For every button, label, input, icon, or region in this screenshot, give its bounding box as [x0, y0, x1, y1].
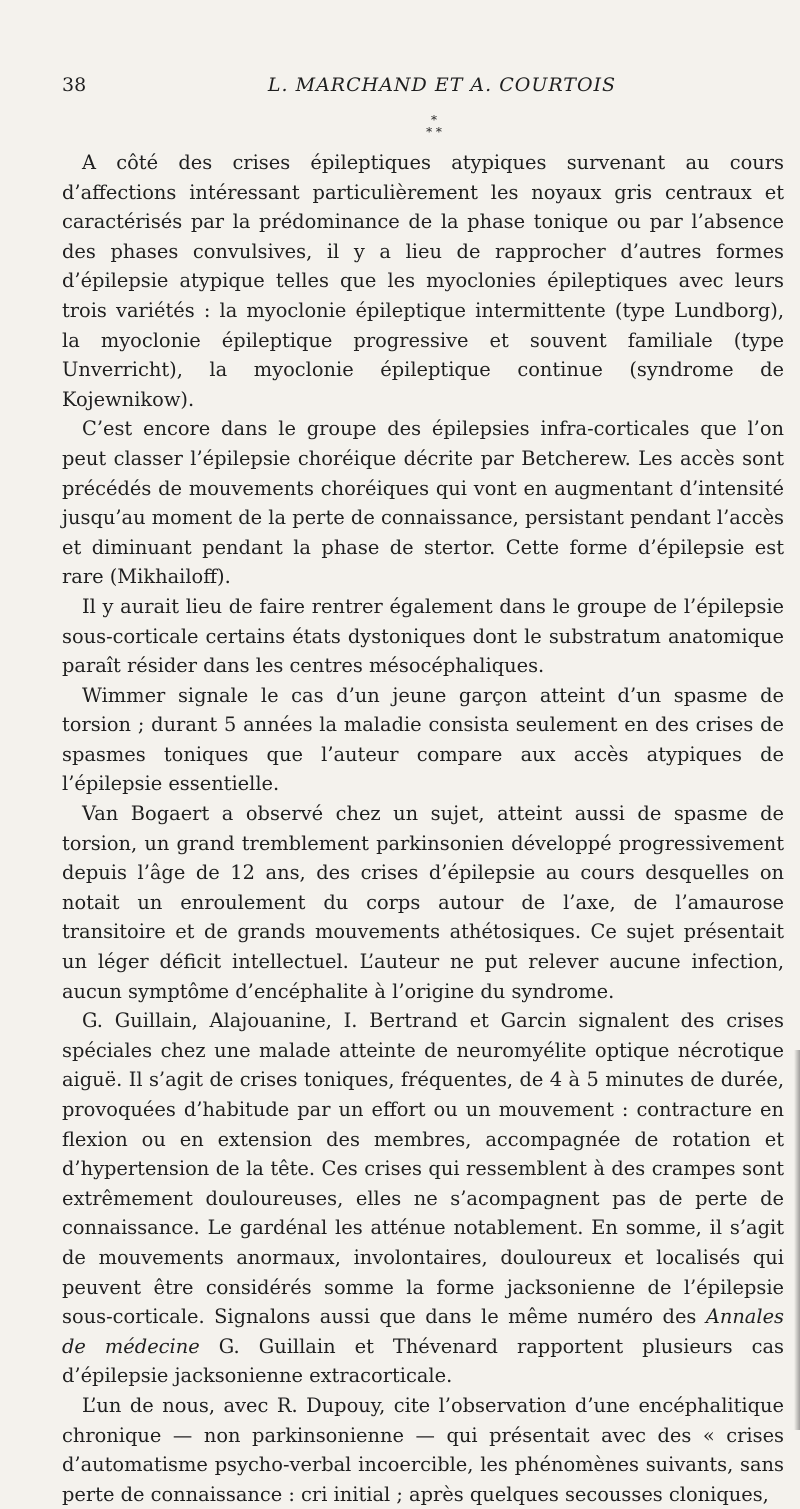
paragraph-betcherew: C’est encore dans le groupe des épilepsies infra-corticales que l’on peut classer l’épilepsie choréique décrite par Betcherew. Les accès sont précédés de mouvements choréiques qui vont en augmentant d’intensité jusqu’au moment de la perte de connaissance, persistant pendant l’accès et diminuant pendant la phase de stertor. Cette forme d’épilepsie est rare (Mikhailoff). — [62, 417, 784, 589]
page-number: 38 — [62, 74, 87, 96]
asterism-top: * — [431, 113, 437, 127]
journal-title: Annales de médecine — [62, 1305, 784, 1358]
asterism-bottom: * * — [426, 125, 442, 139]
paragraph-dystonic-states: Il y aurait lieu de faire rentrer également dans le groupe de l’épilepsie sous-corticale certains états dystoniques dont le substratum anatomique paraît résider dans les centres mésocéphaliques. — [62, 594, 784, 678]
paragraph-myoclonies: A côté des crises épileptiques atypiques survenant au cours d’affections intéressant particulièrement les noyaux gris centraux et caractérisés par la prédominance de la phase tonique ou par l’absence des phases convulsives, il y a lieu de rapprocher d’autres formes d’épilepsie atypique telles que les myoclonies épileptiques avec leurs trois variétés : la myoclonie épileptique intermittente (type Lundborg), la myoclonie épileptique progressive et souvent familiale (type Unverricht), la myoclonie épileptique continue (syndrome de Kojewnikow). — [62, 151, 784, 411]
paragraph-wimmer: Wimmer signale le cas d’un jeune garçon atteint d’un spasme de torsion ; durant 5 années la maladie consista seulement en des crises de spasmes toniques que l’auteur compare aux accès atypiques de l’épilepsie essentielle. — [62, 683, 784, 796]
paragraph-dupouy: L’un de nous, avec R. Dupouy, cite l’observation d’une encéphalitique chronique — non parkinsonienne — qui présentait avec des « crises d’automatisme psycho-verbal incoercible, les phénomènes suivants, sans perte de connaissance : cri initial ; après quelques secousses cloniques, — [62, 1393, 784, 1506]
paragraph-guillain-body: G. Guillain, Alajouanine, I. Bertrand et Garcin signalent des crises spéciales chez une malade atteinte de neuromyélite optique nécrotique aiguë. Il s’agit de crises toniques, fréquentes, de 4 à 5 minutes de durée, provoquées d’habitude par un effort ou un mouvement : contracture en flexion ou en extension des membres, accompagnée de rotation et d’hypertension de la tête. Ces crises qui ressemblent à des crampes sont extrêmement douloureuses, elles ne s’acompagnent pas de perte de connaissance. Le gardénal les atténue notablement. En somme, il s’agit de mouvements anormaux, involontaires, douloureux et localisés qui peuvent être considérés somme la forme jacksonienne de l’épilepsie sous-corticale. Signalons aussi que dans le même numéro des — [62, 1009, 784, 1329]
running-title: L. MARCHAND ET A. COURTOIS — [267, 74, 617, 96]
scan-edge-shadow — [794, 1050, 800, 1430]
page-header — [62, 74, 784, 104]
section-asterism — [62, 114, 784, 138]
paragraph-van-bogaert: Van Bogaert a observé chez un sujet, atteint aussi de spasme de torsion, un grand tremblement parkinsonien développé progressivement depuis l’âge de 12 ans, des crises d’épilepsie au cours desquelles on notait un enroulement du corps autour de l’axe, de l’amaurose transitoire et de grands mouvements athétosiques. Ce sujet présentait un léger déficit intellectuel. L’auteur ne put relever aucune infection, aucun symptôme d’encéphalite à l’origine du syndrome. — [62, 802, 784, 1003]
paragraph-guillain-tail: G. Guillain et Thévenard rapportent plusieurs cas d’épilepsie jacksonienne extracorticale. — [62, 1334, 784, 1388]
paragraph-guillain — [62, 1006, 784, 1391]
